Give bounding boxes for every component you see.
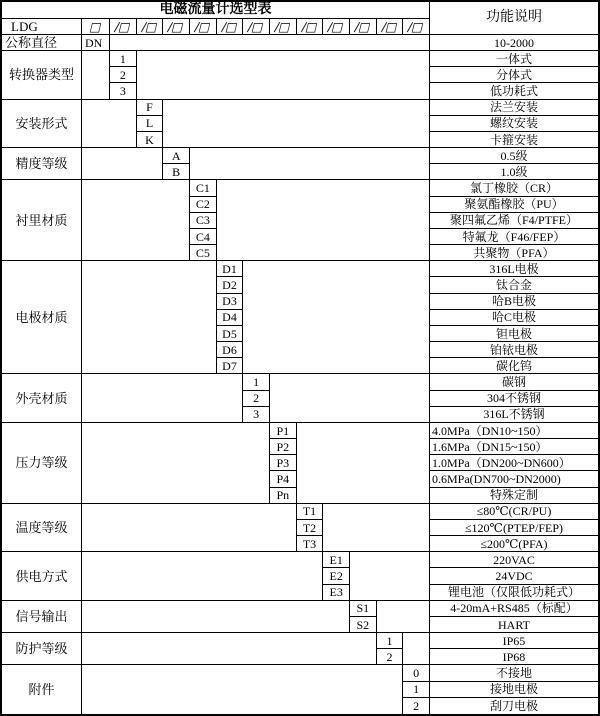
- diameter-code: DN: [82, 35, 110, 51]
- option-code: E1: [323, 552, 350, 568]
- model-slot-cell: [297, 19, 324, 35]
- model-base-box-cell: [82, 19, 110, 35]
- model-slot-cell: [190, 19, 217, 35]
- filler-cell: [403, 633, 430, 665]
- filler-cell: [163, 100, 430, 149]
- option-code: 2: [110, 67, 137, 83]
- option-function: 316L电极: [430, 261, 598, 277]
- option-function: 1.6MPa（DN15~150）: [430, 439, 598, 455]
- model-slot-cell: [270, 19, 297, 35]
- model-slot-cell: [163, 19, 190, 35]
- option-function: IP65: [430, 633, 598, 649]
- filler-cell: [82, 423, 270, 504]
- group-label-protection-rating: 防护等级: [2, 633, 82, 665]
- model-slot-cell: [137, 19, 164, 35]
- option-code: C1: [190, 180, 217, 196]
- option-code: E2: [323, 568, 350, 584]
- slash-box-icon: /□: [246, 19, 266, 34]
- option-code: P3: [270, 455, 297, 471]
- model-slot-cell: [377, 19, 404, 35]
- filler-cell: [323, 504, 430, 553]
- function-column-header: 功能说明: [430, 2, 598, 35]
- option-function: 304不锈钢: [430, 391, 598, 407]
- option-function: 氯丁橡胶（CR）: [430, 180, 598, 196]
- option-code: T3: [297, 536, 324, 552]
- option-function: 特殊定制: [430, 488, 598, 504]
- group-label-installation-type: 安装形式: [2, 100, 82, 149]
- group-label-temperature-rating: 温度等级: [2, 504, 82, 553]
- option-code: E3: [323, 585, 350, 601]
- model-slot-cell: [350, 19, 377, 35]
- slash-box-icon: /□: [273, 19, 293, 34]
- option-code: C3: [190, 213, 217, 229]
- option-code: B: [163, 164, 190, 180]
- model-slot-cell: [217, 19, 244, 35]
- option-code: C2: [190, 197, 217, 213]
- slash-box-icon: /□: [166, 19, 186, 34]
- option-code: P1: [270, 423, 297, 439]
- slash-box-icon: /□: [353, 19, 373, 34]
- option-code: T1: [297, 504, 324, 520]
- option-function: 0.6MPa(DN700~DN2000): [430, 471, 598, 487]
- filler-cell: [110, 35, 430, 51]
- group-label-electrode-material: 电极材质: [2, 261, 82, 374]
- option-function: 316L不锈钢: [430, 407, 598, 423]
- option-code: L: [137, 116, 164, 132]
- option-code: D5: [217, 326, 244, 342]
- option-code: 2: [377, 649, 404, 665]
- option-code: D7: [217, 358, 244, 374]
- option-function: 螺纹安装: [430, 116, 598, 132]
- option-code: 3: [243, 407, 270, 423]
- option-function: 锂电池（仅限低功耗式）: [430, 585, 598, 601]
- filler-cell: [82, 261, 217, 374]
- option-function: 卡箍安装: [430, 132, 598, 148]
- filler-cell: [82, 552, 323, 601]
- group-label-accuracy-class: 精度等级: [2, 148, 82, 180]
- option-function: 铂铱电极: [430, 342, 598, 358]
- option-function: 刮刀电极: [489, 698, 538, 713]
- option-code: S2: [350, 617, 377, 633]
- slash-box-icon: /□: [113, 19, 133, 34]
- slash-box-icon: /□: [140, 19, 159, 34]
- filler-cell: [82, 601, 350, 633]
- option-function: 4-20mA+RS485（标配）: [430, 601, 598, 617]
- option-function: 24VDC: [430, 568, 598, 584]
- slash-box-icon: /□: [380, 19, 399, 34]
- slash-box-icon: /□: [220, 19, 239, 34]
- filler-cell: [350, 552, 430, 601]
- filler-cell: [190, 148, 430, 180]
- option-function: 钽电极: [430, 326, 598, 342]
- option-code: P4: [270, 471, 297, 487]
- option-function: 碳钢: [430, 374, 598, 390]
- option-code: 1: [243, 374, 270, 390]
- option-code: Pn: [270, 488, 297, 504]
- option-function: IP68: [430, 649, 598, 665]
- slash-box-icon: /□: [406, 19, 426, 34]
- filler-cell: [377, 601, 430, 633]
- option-code: 1: [377, 633, 404, 649]
- option-code: A: [163, 148, 190, 164]
- option-code: 2: [403, 698, 430, 714]
- option-code: 2: [243, 391, 270, 407]
- option-code: D3: [217, 294, 244, 310]
- option-code: 1: [403, 682, 430, 698]
- option-function: 聚氨酯橡胶（PU）: [430, 197, 598, 213]
- filler-cell: [82, 665, 403, 714]
- option-code: D6: [217, 342, 244, 358]
- group-label-signal-output: 信号输出: [2, 601, 82, 633]
- filler-cell: [243, 261, 430, 374]
- filler-cell: [82, 633, 377, 665]
- slash-box-icon: /□: [326, 19, 346, 34]
- group-label-accessories: 附件: [2, 665, 82, 714]
- option-function: 分体式: [430, 67, 598, 83]
- diameter-function: 10-2000: [430, 35, 598, 51]
- option-function: 一体式: [430, 51, 598, 67]
- filler-cell: [82, 374, 243, 423]
- option-function: 碳化钨: [430, 358, 598, 374]
- model-slot-cell: [323, 19, 350, 35]
- box-icon: □: [88, 19, 103, 34]
- filler-cell: [137, 51, 430, 100]
- model-prefix: LDG: [2, 19, 82, 35]
- option-function: 哈B电极: [430, 294, 598, 310]
- filler-cell: [270, 374, 430, 423]
- option-function: 4.0MPa（DN10~150）: [430, 423, 598, 439]
- group-label-lining-material: 衬里材质: [2, 180, 82, 261]
- option-code: C4: [190, 229, 217, 245]
- group-label-converter-type: 转换器类型: [2, 51, 82, 100]
- option-function: 钛合金: [430, 277, 598, 293]
- table-title: 电磁流量计选型表: [2, 2, 430, 19]
- option-function: 不接地: [430, 665, 598, 681]
- option-code: T2: [297, 520, 324, 536]
- option-function: 特氟龙（F46/FEP）: [430, 229, 598, 245]
- model-slot-cell: [403, 19, 430, 35]
- option-function: 低功耗式: [430, 83, 598, 99]
- option-function: ≤200℃(PFA): [430, 536, 598, 552]
- option-function: 220VAC: [430, 552, 598, 568]
- option-function: 聚四氟乙烯（F4/PTFE）: [430, 213, 598, 229]
- option-function: 1.0MPa（DN200~DN600）: [430, 455, 598, 471]
- option-code: 3: [110, 83, 137, 99]
- model-slot-cell: [110, 19, 137, 35]
- group-label-pressure-rating: 压力等级: [2, 423, 82, 504]
- model-slot-cell: [243, 19, 270, 35]
- option-code: K: [137, 132, 164, 148]
- option-code: D4: [217, 310, 244, 326]
- filler-cell: [82, 180, 190, 261]
- option-function: 接地电极: [430, 682, 598, 698]
- option-code: 0: [403, 665, 430, 681]
- filler-cell: [82, 504, 297, 553]
- option-function: HART: [430, 617, 598, 633]
- option-code: D2: [217, 277, 244, 293]
- option-function: ≤80℃(CR/PU): [430, 504, 598, 520]
- option-function: ≤120℃(PTEP/FEP): [430, 520, 598, 536]
- option-function: 1.0级: [430, 164, 598, 180]
- filler-cell: [82, 148, 163, 180]
- group-label-housing-material: 外壳材质: [2, 374, 82, 423]
- option-code: 1: [110, 51, 137, 67]
- option-code: C5: [190, 245, 217, 261]
- slash-box-icon: /□: [300, 19, 319, 34]
- filler-cell: [82, 100, 137, 149]
- filler-cell: [217, 180, 430, 261]
- option-function: 法兰安装: [430, 100, 598, 116]
- option-function: 0.5级: [430, 148, 598, 164]
- slash-box-icon: /□: [193, 19, 213, 34]
- option-code: S1: [350, 601, 377, 617]
- option-code: D1: [217, 261, 244, 277]
- diameter-label: 公称直径: [2, 35, 82, 51]
- option-function: 共聚物（PFA）: [430, 245, 598, 261]
- filler-cell: [297, 423, 430, 504]
- option-code: P2: [270, 439, 297, 455]
- option-code: F: [137, 100, 164, 116]
- option-function: 哈C电极: [430, 310, 598, 326]
- filler-cell: [82, 51, 110, 100]
- group-label-power-supply: 供电方式: [2, 552, 82, 601]
